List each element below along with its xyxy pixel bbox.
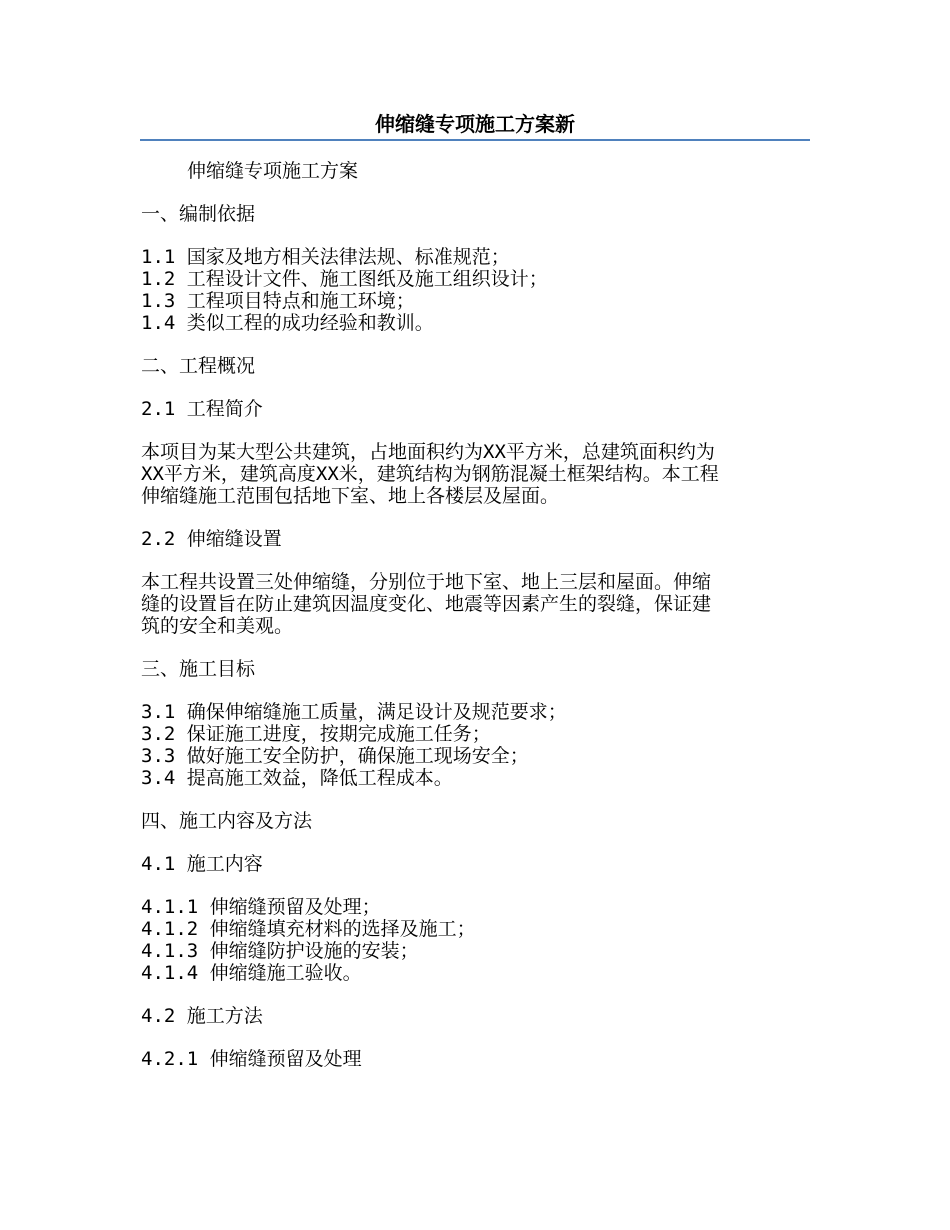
list-item: 4.1.4 伸缩缝施工验收。 (141, 962, 362, 984)
document-body (141, 160, 811, 1091)
list-item: 4.1.2 伸缩缝填充材料的选择及施工； (141, 918, 476, 940)
list-item: 1.3 工程项目特点和施工环境； (141, 290, 415, 312)
paragraph-line: 本项目为某大型公共建筑，占地面积约为XX平方米，总建筑面积约为 (141, 441, 715, 463)
section-1-list (141, 246, 811, 334)
section-heading-4: 四、施工内容及方法 (141, 810, 313, 832)
list-item: 1.1 国家及地方相关法律法规、标准规范； (141, 246, 510, 268)
list-item: 3.2 保证施工进度，按期完成施工任务； (141, 723, 491, 745)
subsection-heading-4-1: 4.1 施工内容 (141, 853, 263, 875)
paragraph-line: 本工程共设置三处伸缩缝，分别位于地下室、地上三层和屋面。伸缩 (141, 571, 712, 593)
subsection-heading-2-1: 2.1 工程简介 (141, 398, 263, 420)
subsection-heading-4-2-1: 4.2.1 伸缩缝预留及处理 (141, 1048, 362, 1070)
list-item: 3.4 提高施工效益，降低工程成本。 (141, 767, 453, 789)
paragraph-line: XX平方米，建筑高度XX米，建筑结构为钢筋混凝土框架结构。本工程 (141, 463, 719, 485)
document-title: 伸缩缝专项施工方案新 (375, 112, 575, 136)
section-heading-2: 二、工程概况 (141, 355, 256, 377)
list-item: 4.1.3 伸缩缝防护设施的安装； (141, 940, 419, 962)
title-underline (140, 139, 810, 141)
paragraph-joint-setting (141, 571, 811, 637)
section-heading-3: 三、施工目标 (141, 658, 256, 680)
paragraph-line: 伸缩缝施工范围包括地下室、地上各楼层及屋面。 (141, 485, 560, 507)
paragraph-line: 筑的安全和美观。 (141, 615, 294, 637)
list-item: 1.4 类似工程的成功经验和教训。 (141, 312, 434, 334)
subsection-heading-2-2: 2.2 伸缩缝设置 (141, 528, 282, 550)
list-item: 3.3 做好施工安全防护，确保施工现场安全； (141, 745, 529, 767)
section-3-list (141, 701, 811, 789)
list-item: 1.2 工程设计文件、施工图纸及施工组织设计； (141, 268, 548, 290)
section-heading-1: 一、编制依据 (141, 203, 256, 225)
paragraph-project-intro (141, 441, 811, 507)
list-item: 3.1 确保伸缩缝施工质量，满足设计及规范要求； (141, 701, 567, 723)
section-4-1-list (141, 896, 811, 984)
subsection-heading-4-2: 4.2 施工方法 (141, 1005, 263, 1027)
document-subtitle: 伸缩缝专项施工方案 (187, 160, 359, 182)
list-item: 4.1.1 伸缩缝预留及处理； (141, 896, 381, 918)
paragraph-line: 缝的设置旨在防止建筑因温度变化、地震等因素产生的裂缝，保证建 (141, 593, 712, 615)
